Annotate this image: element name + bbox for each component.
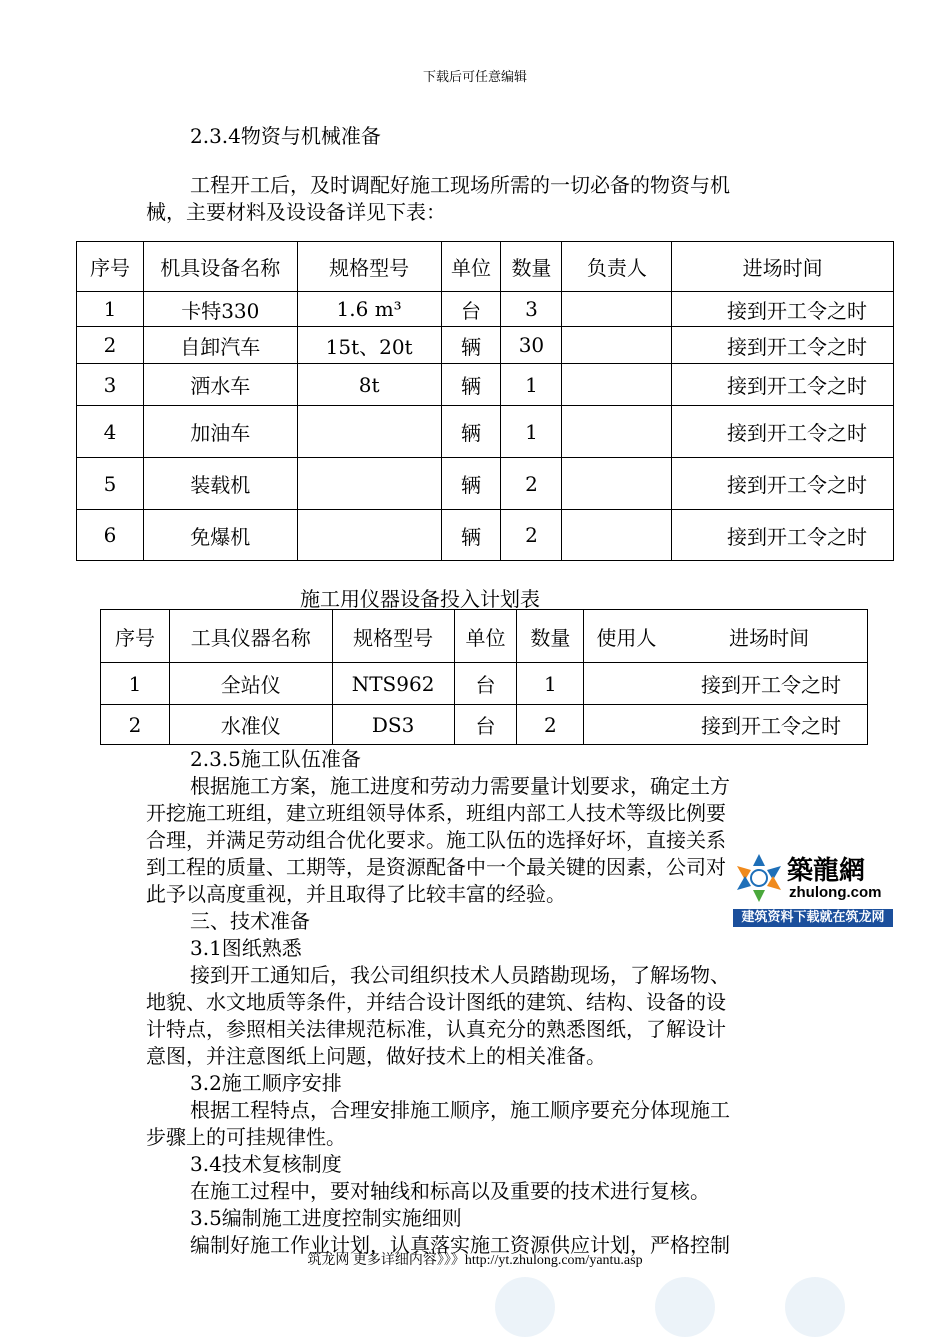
table-row <box>77 406 894 458</box>
table-cell: 辆 <box>441 364 501 406</box>
table-row <box>77 327 894 364</box>
watermark-snowflake-icon <box>490 1272 560 1342</box>
table-cell: 台 <box>454 663 517 705</box>
table-cell: 接到开工令之时 <box>584 705 868 745</box>
table-cell: 辆 <box>441 458 501 510</box>
table-cell: NTS962 <box>332 663 454 705</box>
table-cell: 1 <box>77 292 144 327</box>
section-heading-2-3-4: 2.3.4物资与机械准备 <box>190 124 381 148</box>
table-row <box>77 458 894 510</box>
paragraph-line: 地貌、水文地质等条件，并结合设计图纸的建筑、结构、设备的设 <box>146 990 726 1014</box>
header-cell: 数量 <box>517 610 584 663</box>
paragraph-line: 接到开工通知后，我公司组织技术人员踏勘现场，了解场物、 <box>190 963 730 987</box>
zhulong-logo <box>733 850 893 928</box>
logo-name: 築龍網 <box>787 856 866 886</box>
table-cell: 1.6 m³ <box>297 292 441 327</box>
table-cell <box>562 406 672 458</box>
table-cell: 台 <box>454 705 517 745</box>
table-caption: 施工用仪器设备投入计划表 <box>300 587 540 611</box>
watermark-snowflake-icon <box>650 1272 720 1342</box>
header-cell: 单位 <box>454 610 517 663</box>
table-cell: 洒水车 <box>143 364 297 406</box>
table-cell <box>562 364 672 406</box>
logo-slogan-banner: 建筑资料下载就在筑龙网 <box>733 909 893 927</box>
watermark-snowflake-icon <box>780 1272 850 1342</box>
paragraph-line: 在施工过程中，要对轴线和标高以及重要的技术进行复核。 <box>190 1179 710 1203</box>
paragraph-line: 编制好施工作业计划，认真落实施工资源供应计划，严格控制 <box>190 1233 730 1257</box>
logo-domain: zhulong.com <box>789 884 882 901</box>
header-cell: 规格型号 <box>297 242 441 292</box>
table-row <box>101 705 868 745</box>
table-cell: 辆 <box>441 327 501 364</box>
table-cell: 2 <box>501 458 562 510</box>
table-cell: 3 <box>77 364 144 406</box>
table-header-row <box>77 242 894 292</box>
table-cell: 30 <box>501 327 562 364</box>
table-cell <box>562 510 672 561</box>
header-cell <box>584 610 868 663</box>
header-cell: 单位 <box>441 242 501 292</box>
table-cell: 3 <box>501 292 562 327</box>
table-cell <box>562 458 672 510</box>
header-cell: 数量 <box>501 242 562 292</box>
table-cell: 接到开工令之时 <box>672 406 894 458</box>
section-heading-tech-prep: 三、技术准备 <box>190 909 310 933</box>
table-cell: 装载机 <box>143 458 297 510</box>
paragraph-line: 根据工程特点，合理安排施工顺序，施工顺序要充分体现施工 <box>190 1098 730 1122</box>
section-heading-3-2: 3.2施工顺序安排 <box>190 1071 342 1095</box>
header-user: 使用人 <box>596 625 657 650</box>
instrument-table <box>100 609 868 745</box>
table-cell: 接到开工令之时 <box>672 292 894 327</box>
table-cell: 2 <box>77 327 144 364</box>
table-row <box>77 292 894 327</box>
paragraph-line: 此予以高度重视，并且取得了比较丰富的经验。 <box>146 882 566 906</box>
table-cell: 6 <box>77 510 144 561</box>
table-cell: 接到开工令之时 <box>584 663 868 705</box>
section-heading-2-3-5: 2.3.5施工队伍准备 <box>190 747 361 771</box>
header-entry-time: 进场时间 <box>729 625 810 650</box>
table-cell: 4 <box>77 406 144 458</box>
header-cell: 规格型号 <box>332 610 454 663</box>
header-cell: 序号 <box>101 610 170 663</box>
table-cell <box>562 292 672 327</box>
table-cell: 自卸汽车 <box>143 327 297 364</box>
header-cell: 工具仪器名称 <box>169 610 332 663</box>
table-cell: 15t、20t <box>297 327 441 364</box>
paragraph-line: 到工程的质量、工期等，是资源配备中一个最关键的因素，公司对 <box>146 855 726 879</box>
table-cell: 全站仪 <box>169 663 332 705</box>
table-row <box>77 510 894 561</box>
table-cell: 1 <box>501 406 562 458</box>
header-cell: 机具设备名称 <box>143 242 297 292</box>
table-cell: 2 <box>501 510 562 561</box>
paragraph-line: 步骤上的可挂规律性。 <box>146 1125 346 1149</box>
table-cell <box>297 510 441 561</box>
page-footer: 筑龙网 更多详细内容》》》http://yt.zhulong.com/yantu.asp <box>307 1253 643 1268</box>
table-cell: 1 <box>101 663 170 705</box>
table-cell: 8t <box>297 364 441 406</box>
section-heading-3-1: 3.1图纸熟悉 <box>190 936 302 960</box>
table-cell: 接到开工令之时 <box>672 364 894 406</box>
table-cell: 接到开工令之时 <box>672 327 894 364</box>
table-cell: 2 <box>101 705 170 745</box>
paragraph-line: 开挖施工班组，建立班组领导体系，班组内部工人技术等级比例要 <box>146 801 726 825</box>
table-cell: DS3 <box>332 705 454 745</box>
table-cell: 2 <box>517 705 584 745</box>
table-cell: 水准仪 <box>169 705 332 745</box>
paragraph-line: 意图，并注意图纸上问题，做好技术上的相关准备。 <box>146 1044 606 1068</box>
table-row <box>77 364 894 406</box>
section-heading-3-5: 3.5编制施工进度控制实施细则 <box>190 1206 462 1230</box>
header-cell: 负责人 <box>562 242 672 292</box>
table-cell: 5 <box>77 458 144 510</box>
table-cell: 1 <box>517 663 584 705</box>
table-cell <box>297 406 441 458</box>
table-cell: 卡特330 <box>143 292 297 327</box>
intro-paragraph-line-1: 工程开工后，及时调配好施工现场所需的一切必备的物资与机 <box>190 173 730 197</box>
table-cell: 接到开工令之时 <box>672 458 894 510</box>
table-row <box>101 663 868 705</box>
table-cell <box>562 327 672 364</box>
header-cell: 序号 <box>77 242 144 292</box>
table-cell: 辆 <box>441 406 501 458</box>
table-header-row <box>101 610 868 663</box>
table-cell: 接到开工令之时 <box>672 510 894 561</box>
snowflake-icon <box>735 852 783 904</box>
header-cell: 进场时间 <box>672 242 894 292</box>
paragraph-line: 合理，并满足劳动组合优化要求。施工队伍的选择好坏，直接关系 <box>146 828 726 852</box>
section-heading-3-4: 3.4技术复核制度 <box>190 1152 342 1176</box>
intro-paragraph-line-2: 械，主要材料及设设备详见下表： <box>146 200 446 224</box>
table-cell: 加油车 <box>143 406 297 458</box>
page-header: 下载后可任意编辑 <box>422 70 527 85</box>
table-cell: 台 <box>441 292 501 327</box>
table-cell: 免爆机 <box>143 510 297 561</box>
table-cell <box>297 458 441 510</box>
paragraph-line: 根据施工方案，施工进度和劳动力需要量计划要求，确定土方 <box>190 774 730 798</box>
paragraph-line: 计特点，参照相关法律规范标准，认真充分的熟悉图纸，了解设计 <box>146 1017 726 1041</box>
machinery-table <box>76 241 894 561</box>
table-cell: 1 <box>501 364 562 406</box>
table-cell: 辆 <box>441 510 501 561</box>
